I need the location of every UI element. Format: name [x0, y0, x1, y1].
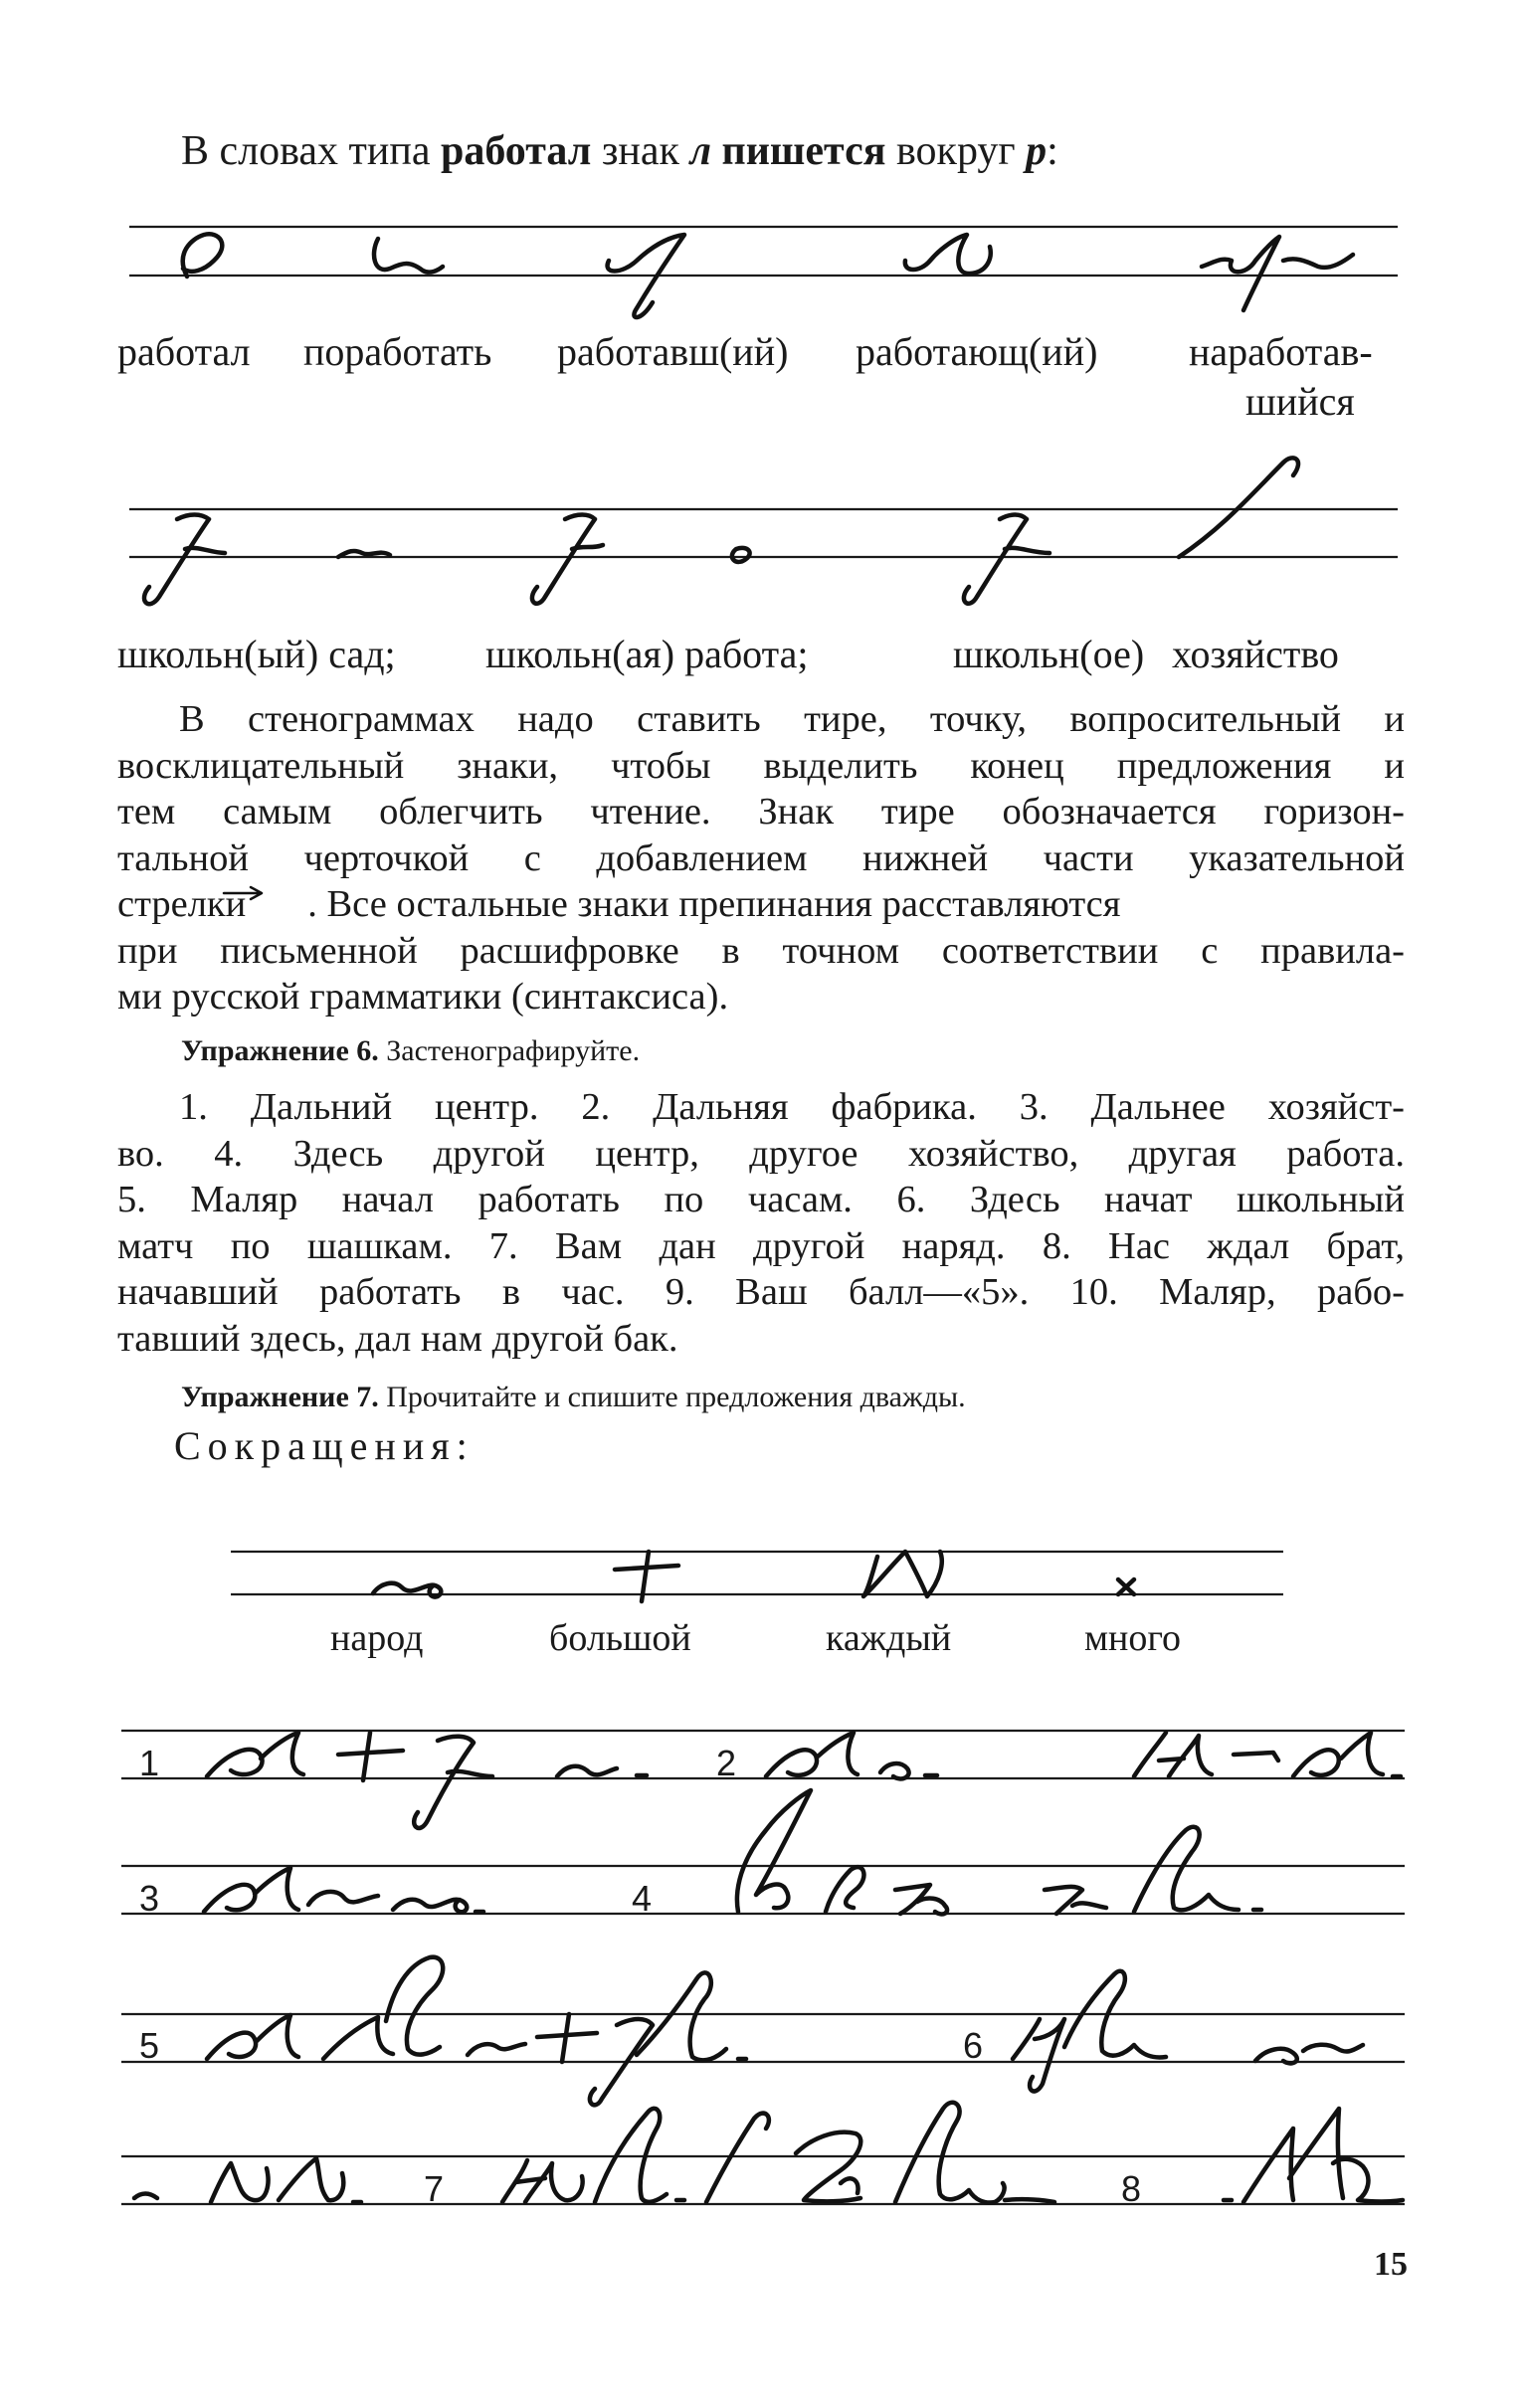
shorthand-sentence-6a: [1013, 1971, 1363, 2092]
label-khozyaystvo: хозяйство: [1172, 632, 1339, 676]
exercise6-heading-bold: Упражнение 6.: [181, 1034, 379, 1067]
abbr-label-narod: народ: [330, 1617, 424, 1659]
shorthand-khozyaystvo: [1179, 458, 1298, 557]
sentence-number: 1: [139, 1743, 160, 1783]
shorthand-sentence-7c: [706, 2114, 769, 2202]
page-number: 15: [1374, 2246, 1408, 2283]
intro-text-mid: знак: [591, 128, 690, 174]
paragraph-line-end: . Все остальные знаки препинания расставляются: [307, 883, 1121, 925]
paragraph-line-arrow: [117, 881, 1405, 928]
sentence-number: 8: [1121, 2168, 1142, 2209]
shorthand-kazhdyy: [863, 1552, 942, 1596]
shorthand-sentence-1c: [414, 1737, 492, 1828]
exercise6-heading: [181, 1034, 640, 1068]
label-rabotayushch: работающ(ий): [856, 329, 1098, 374]
shorthand-sentence-1b: [338, 1733, 403, 1780]
shorthand-sentence-5b: [323, 1957, 443, 2059]
label-rabotavsh: работавш(ий): [557, 329, 789, 374]
shorthand-sentence-5a: [207, 2015, 298, 2059]
shorthand-sentence-6b: [134, 2194, 157, 2199]
shorthand-rabotal: [183, 234, 223, 277]
punctuation-paragraph: [117, 696, 1405, 1020]
exercise6-heading-text: Застенографируйте.: [378, 1034, 641, 1067]
abbr-label-mnogo: много: [1084, 1617, 1182, 1659]
shorthand-shkolnyy: [144, 515, 225, 605]
shorthand-sentence-1d: [557, 1766, 647, 1776]
shorthand-sentence-5d: [537, 2014, 597, 2062]
label-shkolnyy-sad: школьн(ый) сад;: [117, 632, 396, 676]
shorthand-sentence-5e: [590, 1972, 746, 2105]
shorthand-sentence-6c: [211, 2158, 361, 2202]
paragraph-line: тальной черточкой с добавлением нижней части указательной: [117, 836, 1405, 879]
label-rabotal: работал: [117, 329, 251, 374]
shorthand-sentence-2a: [766, 1733, 937, 1778]
abbr-label-bolshoy: большой: [549, 1617, 691, 1659]
sentence-number: 7: [424, 2168, 445, 2209]
exercise7-heading-text: Прочитайте и спишите предложения дважды.: [378, 1381, 966, 1413]
label-porabotat: поработать: [303, 329, 492, 374]
shorthand-rabotayushch: [905, 235, 991, 274]
label-shkolnoe: школьн(ое): [953, 632, 1145, 676]
intro-letter-r: р: [1026, 128, 1048, 174]
shorthand-narabotavshiysya: [1202, 237, 1353, 310]
intro-verb: пишется: [711, 128, 886, 174]
paragraph-line: ми русской грамматики (синтаксиса).: [117, 976, 729, 1018]
exercise6-line: во. 4. Здесь другой центр, другое хозяйство, другая работа.: [117, 1132, 1405, 1175]
intro-colon: :: [1047, 128, 1058, 174]
intro-sign-l: л: [689, 128, 711, 174]
exercise6-line: 1. Дальний центр. 2. Дальняя фабрика. 3. Дальнее хозяйст-: [179, 1086, 1405, 1128]
exercise7-heading: [181, 1381, 966, 1414]
shorthand-sentence-7d: [796, 2132, 860, 2202]
shorthand-sentence-2b: [1134, 1733, 1401, 1776]
sentence-number: 3: [139, 1878, 160, 1919]
shorthand-sentence-3: [204, 1868, 483, 1912]
shorthand-porabotat: [374, 239, 443, 273]
shorthand-sentence-7e: [895, 2103, 1054, 2203]
exercise7-heading-bold: Упражнение 7.: [181, 1381, 379, 1413]
paragraph-line-start: стрелки: [117, 883, 247, 925]
paragraph-line: восклицательный знаки, чтобы выделить конец предложения и: [117, 744, 1405, 787]
shorthand-shkolnaya: [532, 515, 603, 604]
paragraph-line: В стенограммах надо ставить тире, точку, вопросительный и: [179, 698, 1405, 740]
exercise6-line: начавший работать в час. 9. Ваш балл—«5». 10. Маляр, рабо-: [117, 1271, 1405, 1313]
shorthand-sentence-7a: [502, 2160, 583, 2202]
exercise6-line: тавший здесь, дал нам другой бак.: [117, 1317, 678, 1360]
intro-word: работал: [440, 128, 592, 174]
sentence-number: 5: [139, 2025, 160, 2066]
abbreviations-title: Сокращения:: [174, 1423, 475, 1468]
label-shkolnaya-rabota: школьн(ая) работа;: [485, 632, 809, 676]
shorthand-rabota: [732, 548, 750, 562]
sentence-number: 4: [632, 1878, 653, 1919]
exercise6-line: матч по шашкам. 7. Вам дан другой наряд. 8. Нас ждал брат,: [117, 1224, 1405, 1267]
shorthand-mnogo: [1118, 1579, 1134, 1594]
paragraph-line: тем самым облегчить чтение. Знак тире обозначается горизон-: [117, 791, 1405, 833]
shorthand-sentence-5c: [468, 2044, 525, 2055]
exercise6-line: 5. Маляр начал работать по часам. 6. Здесь начат школьный: [117, 1179, 1405, 1220]
shorthand-sentence-4: [737, 1790, 1261, 1914]
abbr-label-kazhdyy: каждый: [826, 1617, 952, 1659]
intro-text: В словах типа: [181, 128, 441, 174]
exercise6-body: [117, 1084, 1405, 1362]
shorthand-shkolnoe: [964, 515, 1050, 604]
sentence-number: 6: [963, 2025, 984, 2066]
paragraph-line: при письменной расшифровке в точном соответствии с правила-: [117, 929, 1405, 972]
sentence-number: 2: [716, 1743, 737, 1783]
label-shiysya: шийся: [1245, 379, 1355, 424]
shorthand-sentence-1a: [207, 1733, 303, 1776]
label-narabotav: наработав-: [1189, 329, 1373, 374]
intro-text-after: вокруг: [885, 128, 1027, 174]
